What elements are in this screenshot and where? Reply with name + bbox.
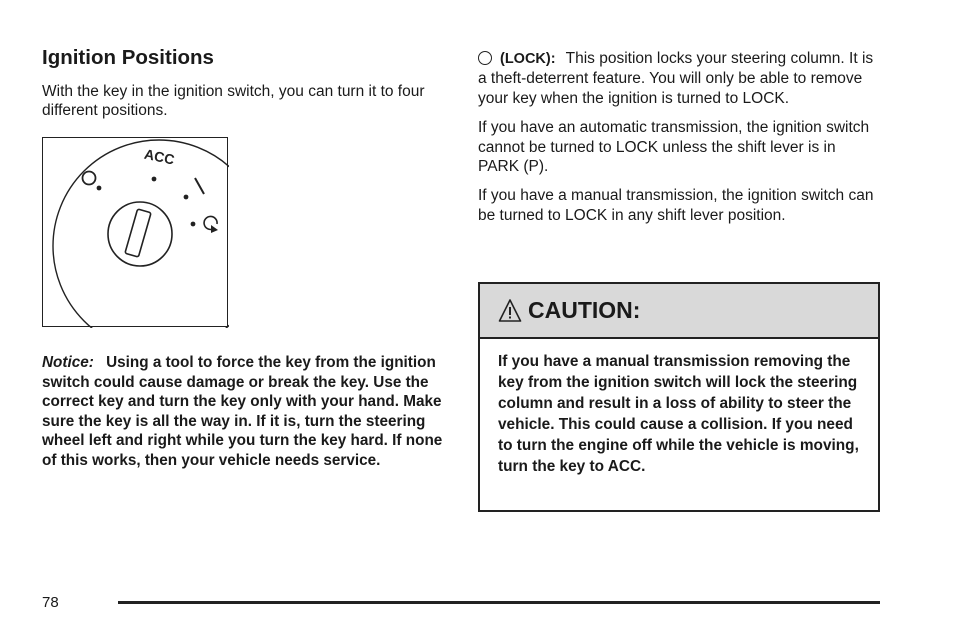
left-column: [42, 44, 447, 121]
ignition-switch-drawing: [43, 138, 229, 328]
switch-face-outline: [53, 140, 229, 328]
lock-position-dot: [97, 186, 102, 191]
caution-header: [480, 284, 878, 339]
ignition-switch-illustration: [42, 137, 228, 327]
warning-triangle-icon: [498, 298, 522, 324]
notice-block: [42, 353, 447, 470]
key-slot: [125, 209, 151, 257]
on-position-line-icon: [195, 178, 204, 194]
caution-title: CAUTION:: [528, 297, 641, 323]
lock-label: (LOCK):: [500, 51, 556, 67]
intro-paragraph: With the key in the ignition switch, you can turn it to four different positions.: [42, 83, 425, 120]
acc-label: ACC: [142, 145, 176, 168]
acc-position-dot: [152, 177, 157, 182]
manual-transmission-paragraph: If you have a manual transmission, the ignition switch can be turned to LOCK in any shift lever position.: [478, 187, 874, 224]
automatic-transmission-paragraph: If you have an automatic transmission, the ignition switch cannot be turned to LOCK unless the shift lever is in PARK (P).: [478, 119, 870, 176]
start-position-circular-arrow-icon: [204, 216, 217, 229]
on-position-dot: [184, 195, 189, 200]
section-heading: Ignition Positions: [42, 46, 214, 69]
lock-circle-icon: [478, 51, 492, 65]
caution-box: [478, 282, 880, 512]
lock-position-circle-icon: [83, 172, 96, 185]
start-position-dot: [191, 222, 196, 227]
lock-paragraph: [478, 49, 880, 108]
key-cylinder: [108, 202, 172, 266]
page-number: 78: [42, 594, 59, 611]
footer-rule: [118, 601, 880, 604]
caution-text: If you have a manual transmission removing the key from the ignition switch will lock the steering column and result in a loss of ability to steer the vehicle. This could cause a collision. If you need to turn the engine off while the vehicle is moving, turn the key to ACC.: [498, 353, 859, 475]
notice-text: Using a tool to force the key from the ignition switch could cause damage or break the key. Use the correct key and turn the key only with your hand. Make sure the key is all the way in. If it is, turn the steering wheel left and right while you turn the key hard. If none of this works, then your vehicle needs service.: [42, 354, 443, 469]
notice-label: Notice:: [42, 354, 94, 371]
lock-text: This position locks your steering column. It is a theft-deterrent feature. You will only be able to remove your key when the ignition is turned to LOCK.: [478, 50, 874, 107]
right-column: [478, 49, 880, 225]
